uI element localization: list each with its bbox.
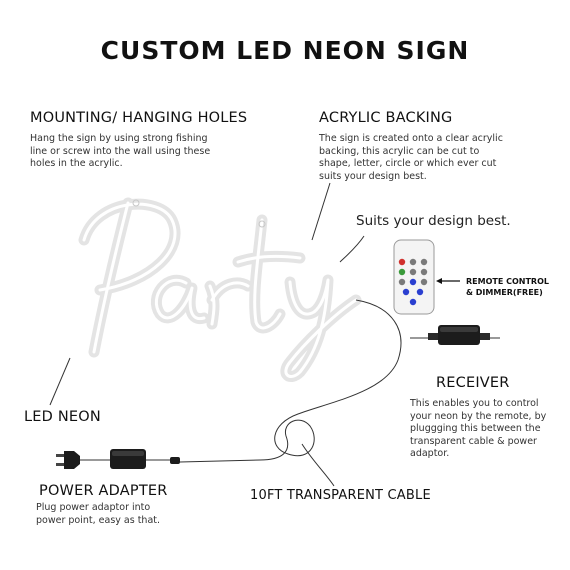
receiver-line: adaptor.	[410, 448, 450, 459]
remote-label	[466, 276, 549, 298]
receiver-line: This enables you to control	[410, 398, 539, 409]
mounting-line: holes in the acrylic.	[30, 158, 123, 169]
receiver-line: pluggging this between the	[410, 423, 541, 434]
acrylic-line: The sign is created onto a clear acrylic	[319, 133, 503, 144]
power-description	[36, 502, 160, 527]
receiver-line: your neon by the remote, by	[410, 410, 547, 422]
acrylic-leader	[312, 183, 330, 240]
remote-label-line: REMOTE CONTROL	[466, 277, 549, 286]
acrylic-line: shape, letter, circle or which ever cut	[319, 158, 497, 169]
remote-arrow	[436, 278, 460, 284]
led-neon-heading: LED NEON	[24, 409, 101, 425]
power-line: Plug power adaptor into	[36, 502, 151, 513]
power-heading: POWER ADAPTER	[39, 483, 168, 499]
led-neon-leader	[50, 358, 70, 405]
receiver-description	[410, 398, 546, 461]
power-adapter	[56, 449, 180, 469]
mounting-line: Hang the sign by using strong fishing	[30, 133, 208, 144]
acrylic-heading: ACRYLIC BACKING	[319, 110, 453, 126]
mounting-line: line or screw into the wall using these	[30, 145, 211, 157]
remote-control	[394, 240, 434, 314]
cable-heading: 10FT TRANSPARENT CABLE	[250, 488, 431, 503]
receiver-box	[428, 325, 490, 345]
cable-leader	[302, 444, 334, 486]
remote-label-line: & DIMMER(FREE)	[466, 288, 543, 297]
acrylic-line: suits your design best.	[319, 170, 427, 182]
suits-leader	[340, 236, 364, 262]
suits-label: Suits your design best.	[356, 213, 511, 229]
page-title: CUSTOM LED NEON SIGN	[100, 36, 470, 65]
receiver-line: transparent cable & power	[410, 435, 537, 447]
mounting-heading: MOUNTING/ HANGING HOLES	[30, 110, 248, 126]
acrylic-line: backing, this acrylic can be cut to	[319, 145, 480, 157]
receiver-heading: RECEIVER	[436, 375, 510, 391]
neon-letter-t	[238, 220, 300, 328]
power-line: power point, easy as that.	[36, 514, 161, 526]
neon-letter-r	[210, 283, 248, 324]
